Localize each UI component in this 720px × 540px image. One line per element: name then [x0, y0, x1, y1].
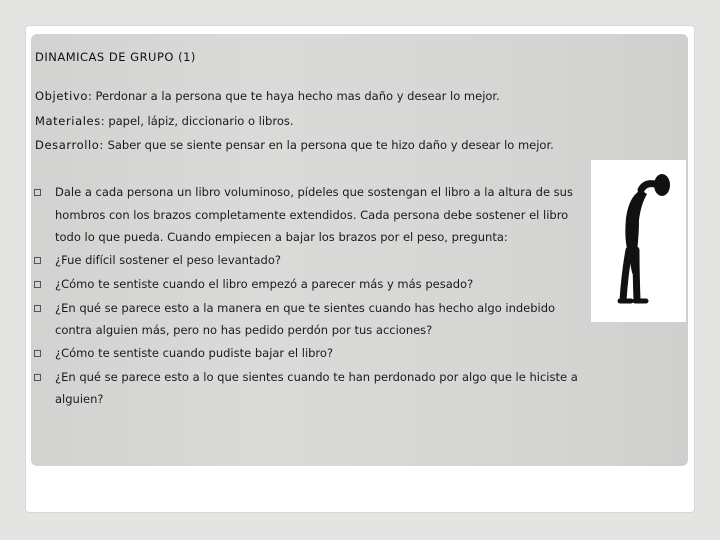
- bullet-marker: [34, 257, 41, 264]
- materiales-label: Materiales: [35, 114, 101, 128]
- bullet-4-line-1: ¿En qué se parece esto a la manera en que te sientes cuando has hecho algo indebido: [55, 301, 556, 315]
- desarrollo-label: Desarrollo:: [35, 138, 104, 152]
- desarrollo-text: Saber que se siente pensar en la persona que te hizo daño y desear lo mejor.: [103, 138, 554, 152]
- bullet-6-line-1: ¿En qué se parece esto a lo que sientes cuando te han perdonado por algo que le hiciste a: [55, 370, 578, 384]
- bullet-1-line-1: Dale a cada persona un libro voluminoso, pídeles que sostengan el libro a la altura de sus: [55, 185, 573, 199]
- bullet-marker: [34, 281, 41, 288]
- bullet-5-line-1: ¿Cómo te sentiste cuando pudiste bajar el libro?: [55, 346, 334, 360]
- bullet-3-line-1: ¿Cómo te sentiste cuando el libro empezó a parecer más y más pesado?: [55, 277, 474, 291]
- bullet-4-line-2: contra alguien más, pero no has pedido perdón por tus acciones?: [55, 323, 433, 337]
- desarrollo-line: [35, 138, 554, 152]
- bullet-6-line-2: alguien?: [55, 392, 104, 406]
- bullet-marker: [34, 305, 41, 312]
- objetivo-line: [35, 89, 500, 103]
- bullet-marker: [34, 374, 41, 381]
- bullet-marker: [34, 189, 41, 196]
- bullet-1-line-3: todo lo que pueda. Cuando empiecen a bajar los brazos por el peso, pregunta:: [55, 230, 508, 244]
- figure-image: [591, 160, 686, 322]
- slide-title: DINAMICAS DE GRUPO (1): [35, 50, 196, 64]
- objetivo-text: : Perdonar a la persona que te haya hecho mas daño y desear lo mejor.: [87, 89, 500, 103]
- objetivo-label: Objetivo: [35, 89, 88, 103]
- tired-person-silhouette-icon: [591, 160, 686, 322]
- materiales-line: [35, 114, 294, 128]
- bullet-marker: [34, 350, 41, 357]
- bullet-2-line-1: ¿Fue difícil sostener el peso levantado?: [55, 253, 281, 267]
- bullet-1-line-2: hombros con los brazos completamente extendidos. Cada persona debe sostener el libro: [55, 208, 569, 222]
- materiales-text: : papel, lápiz, diccionario o libros.: [100, 114, 294, 128]
